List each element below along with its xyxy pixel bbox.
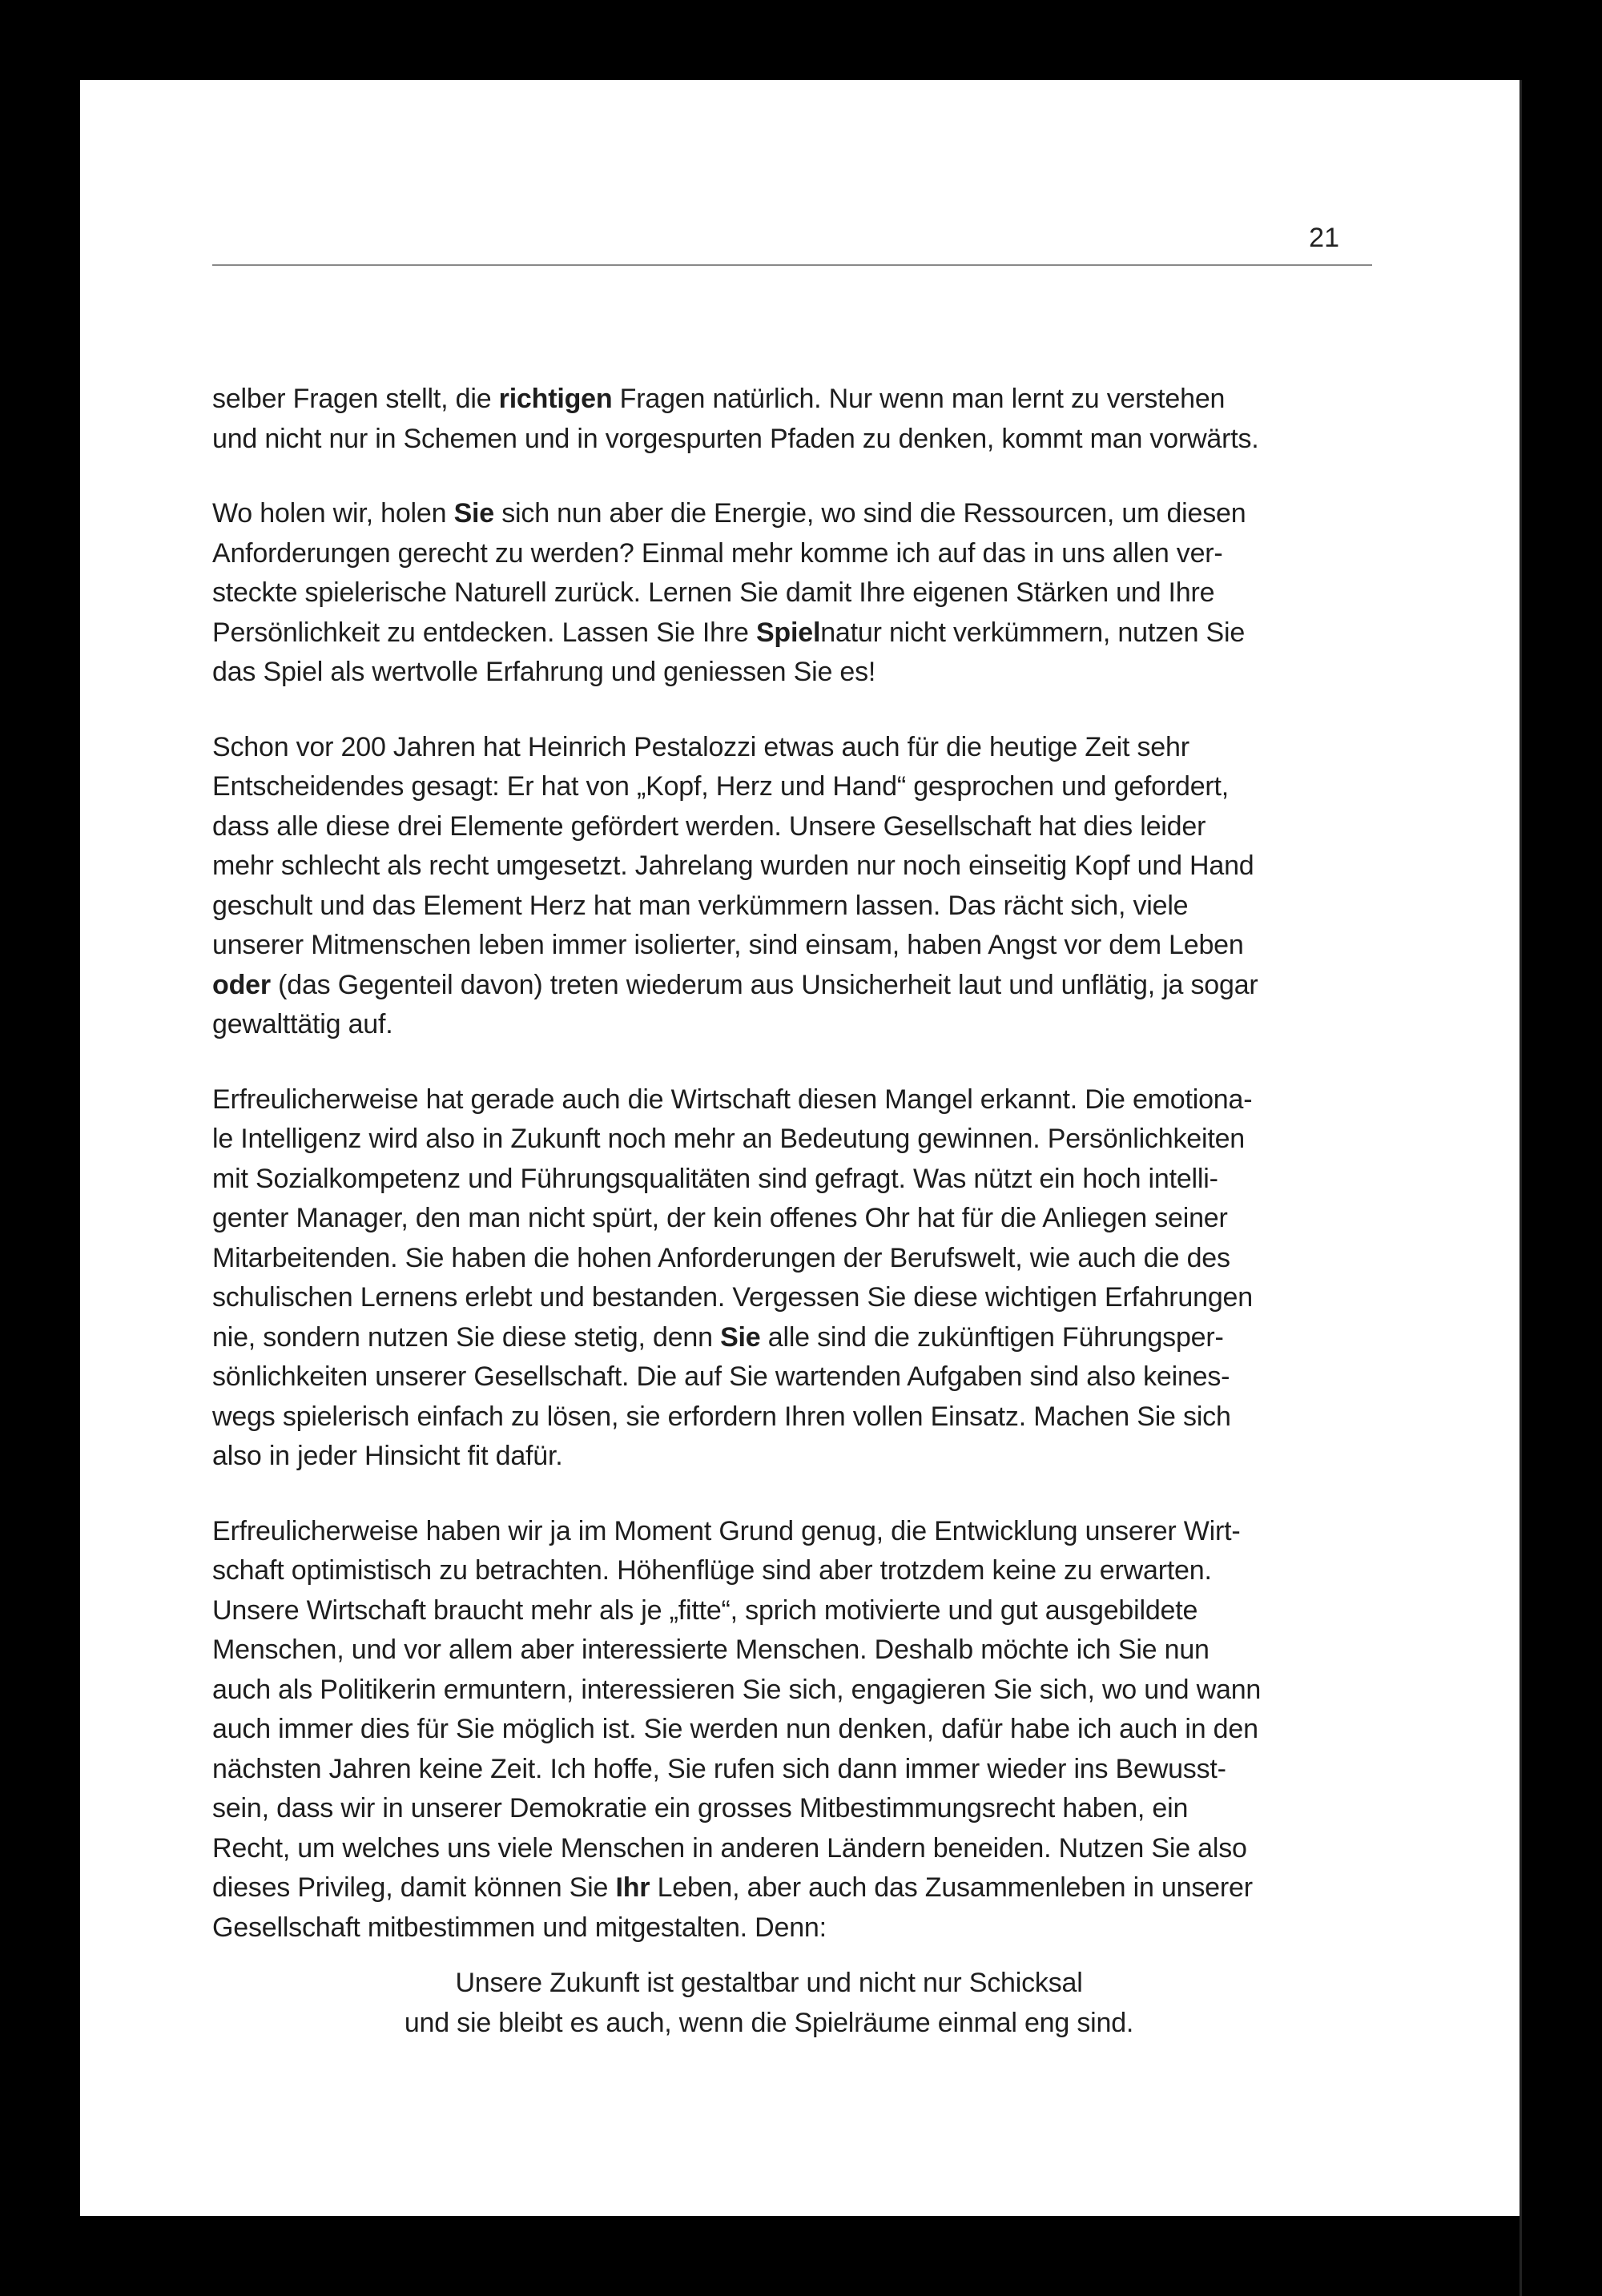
- header-rule: [212, 264, 1372, 266]
- text-line: [212, 573, 1398, 613]
- text-line: [212, 1318, 1398, 1358]
- text-line: [212, 1160, 1398, 1200]
- text-segment: Anforderungen gerecht zu werden? Einmal mehr komme ich auf das in uns allen ver-: [212, 537, 1223, 569]
- text-segment: auch als Politikerin ermuntern, interessieren Sie sich, engagieren Sie sich, wo und wann: [212, 1674, 1262, 1705]
- text-line: [212, 1239, 1398, 1279]
- closing-line: Unsere Zukunft ist gestaltbar und nicht nur Schicksal: [455, 1968, 1083, 1998]
- text-line: [212, 380, 1398, 420]
- closing-quote: [212, 1964, 1326, 2043]
- text-line: [212, 846, 1398, 887]
- text-segment: wegs spielerisch einfach zu lösen, sie erfordern Ihren vollen Einsatz. Machen Sie sich: [212, 1401, 1231, 1432]
- text-line: [212, 1080, 1398, 1120]
- text-line: [212, 1551, 1398, 1591]
- text-line: [212, 1397, 1398, 1438]
- body-text: [212, 380, 1398, 2043]
- text-line: [212, 1710, 1398, 1750]
- text-line: [212, 1005, 1398, 1045]
- text-segment: mit Sozialkompetenz und Führungsqualitäten sind gefragt. Was nützt ein hoch intelli-: [212, 1163, 1218, 1194]
- text-segment: Leben, aber auch das Zusammenleben in unserer: [650, 1872, 1253, 1903]
- bold-text: oder: [212, 969, 271, 1000]
- text-segment: Fragen natürlich. Nur wenn man lernt zu verstehen: [612, 384, 1226, 414]
- text-line: [212, 653, 1398, 693]
- text-segment: also in jeder Hinsicht fit dafür.: [212, 1441, 563, 1471]
- paragraphs: [212, 380, 1398, 1948]
- text-line: [212, 1868, 1398, 1908]
- closing-line: und sie bleibt es auch, wenn die Spielräume einmal eng sind.: [404, 2007, 1134, 2038]
- text-segment: Erfreulicherweise haben wir ja im Moment Grund genug, die Entwicklung unserer Wirt-: [212, 1515, 1241, 1546]
- text-segment: das Spiel als wertvolle Erfahrung und geniessen Sie es!: [212, 657, 876, 687]
- paragraph: [212, 380, 1398, 459]
- text-line: [212, 534, 1398, 574]
- text-segment: Recht, um welches uns viele Menschen in anderen Ländern beneiden. Nutzen Sie also: [212, 1832, 1247, 1864]
- text-line: [212, 613, 1398, 653]
- text-line: [212, 1199, 1398, 1239]
- text-segment: Persönlichkeit zu entdecken. Lassen Sie Ihre: [212, 617, 756, 648]
- text-segment: Entscheidendes gesagt: Er hat von „Kopf, Herz und Hand“ gesprochen und gefordert,: [212, 771, 1230, 802]
- text-segment: unserer Mitmenschen leben immer isolierter, sind einsam, haben Angst vor dem Leben: [212, 930, 1244, 960]
- text-line: [212, 1631, 1398, 1671]
- text-line: [212, 966, 1398, 1006]
- bold-text: richtigen: [498, 384, 613, 414]
- text-segment: sich nun aber die Energie, wo sind die Ressourcen, um diesen: [494, 498, 1246, 529]
- text-segment: Erfreulicherweise hat gerade auch die Wirtschaft diesen Mangel erkannt. Die emotiona-: [212, 1084, 1253, 1115]
- text-segment: und nicht nur in Schemen und in vorgespurten Pfaden zu denken, kommt man vorwärts.: [212, 423, 1259, 454]
- text-segment: selber Fragen stellt, die: [212, 384, 499, 414]
- text-segment: schulischen Lernens erlebt und bestanden. Vergessen Sie diese wichtigen Erfahrungen: [212, 1282, 1253, 1313]
- text-segment: nächsten Jahren keine Zeit. Ich hoffe, Sie rufen sich dann immer wieder ins Bewusst-: [212, 1753, 1226, 1784]
- text-line: [212, 1278, 1398, 1318]
- text-segment: genter Manager, den man nicht spürt, der kein offenes Ohr hat für die Anliegen seiner: [212, 1203, 1228, 1233]
- paragraph: [212, 494, 1398, 693]
- text-segment: Mitarbeitenden. Sie haben die hohen Anforderungen der Berufswelt, wie auch die des: [212, 1242, 1230, 1273]
- paragraph: [212, 1080, 1398, 1477]
- text-segment: steckte spielerische Naturell zurück. Lernen Sie damit Ihre eigenen Stärken und Ihre: [212, 577, 1215, 608]
- text-segment: geschult und das Element Herz hat man verkümmern lassen. Das rächt sich, viele: [212, 890, 1189, 921]
- text-line: [212, 420, 1398, 460]
- text-line: [212, 1512, 1398, 1552]
- text-segment: schaft optimistisch zu betrachten. Höhenflüge sind aber trotzdem keine zu erwarten.: [212, 1555, 1212, 1586]
- bold-text: Spiel: [755, 617, 821, 648]
- text-line: [212, 1671, 1398, 1711]
- text-line: [212, 1591, 1398, 1631]
- bold-text: Ihr: [615, 1872, 650, 1903]
- bold-text: Sie: [720, 1321, 761, 1353]
- text-line: [212, 1437, 1398, 1477]
- text-segment: dieses Privileg, damit können Sie: [212, 1872, 616, 1903]
- text-line: [212, 1120, 1398, 1160]
- text-segment: Gesellschaft mitbestimmen und mitgestalten. Denn:: [212, 1912, 827, 1943]
- text-line: [212, 1750, 1398, 1790]
- text-line: [212, 887, 1398, 927]
- text-line: [212, 807, 1398, 847]
- text-segment: dass alle diese drei Elemente gefördert werden. Unsere Gesellschaft hat dies leider: [212, 810, 1206, 842]
- text-segment: sein, dass wir in unserer Demokratie ein grosses Mitbestimmungsrecht haben, ein: [212, 1793, 1189, 1824]
- text-line: [212, 1908, 1398, 1948]
- text-segment: alle sind die zukünftigen Führungsper-: [760, 1321, 1224, 1353]
- scan-edge: [1519, 80, 1522, 2296]
- text-line: [212, 1357, 1398, 1397]
- text-segment: (das Gegenteil davon) treten wiederum aus Unsicherheit laut und unflätig, ja sogar: [270, 969, 1258, 1000]
- text-line: [212, 926, 1398, 966]
- text-segment: natur nicht verkümmern, nutzen Sie: [820, 617, 1246, 648]
- text-segment: auch immer dies für Sie möglich ist. Sie werden nun denken, dafür habe ich auch in den: [212, 1714, 1258, 1744]
- text-segment: mehr schlecht als recht umgesetzt. Jahrelang wurden nur noch einseitig Kopf und Hand: [212, 850, 1254, 881]
- text-line: [212, 1829, 1398, 1869]
- text-segment: Menschen, und vor allem aber interessierte Menschen. Deshalb möchte ich Sie nun: [212, 1635, 1210, 1665]
- text-segment: le Intelligenz wird also in Zukunft noch mehr an Bedeutung gewinnen. Persönlichkeiten: [212, 1124, 1246, 1154]
- paragraph: [212, 728, 1398, 1045]
- text-line: [212, 1789, 1398, 1829]
- text-segment: nie, sondern nutzen Sie diese stetig, denn: [212, 1321, 721, 1353]
- text-line: [212, 494, 1398, 534]
- bold-text: Sie: [453, 498, 494, 529]
- text-line: [212, 728, 1398, 768]
- paragraph: [212, 1512, 1398, 1948]
- text-segment: Wo holen wir, holen: [212, 498, 454, 529]
- text-segment: sönlichkeiten unserer Gesellschaft. Die auf Sie wartenden Aufgaben sind also keines-: [212, 1361, 1230, 1392]
- text-line: [212, 767, 1398, 807]
- page-number: 21: [1309, 223, 1339, 253]
- text-segment: gewalttätig auf.: [212, 1009, 393, 1039]
- text-segment: Schon vor 200 Jahren hat Heinrich Pestalozzi etwas auch für die heutige Zeit sehr: [212, 731, 1189, 762]
- text-segment: Unsere Wirtschaft braucht mehr als je „fitte“, sprich motivierte und gut ausgebildete: [212, 1594, 1198, 1626]
